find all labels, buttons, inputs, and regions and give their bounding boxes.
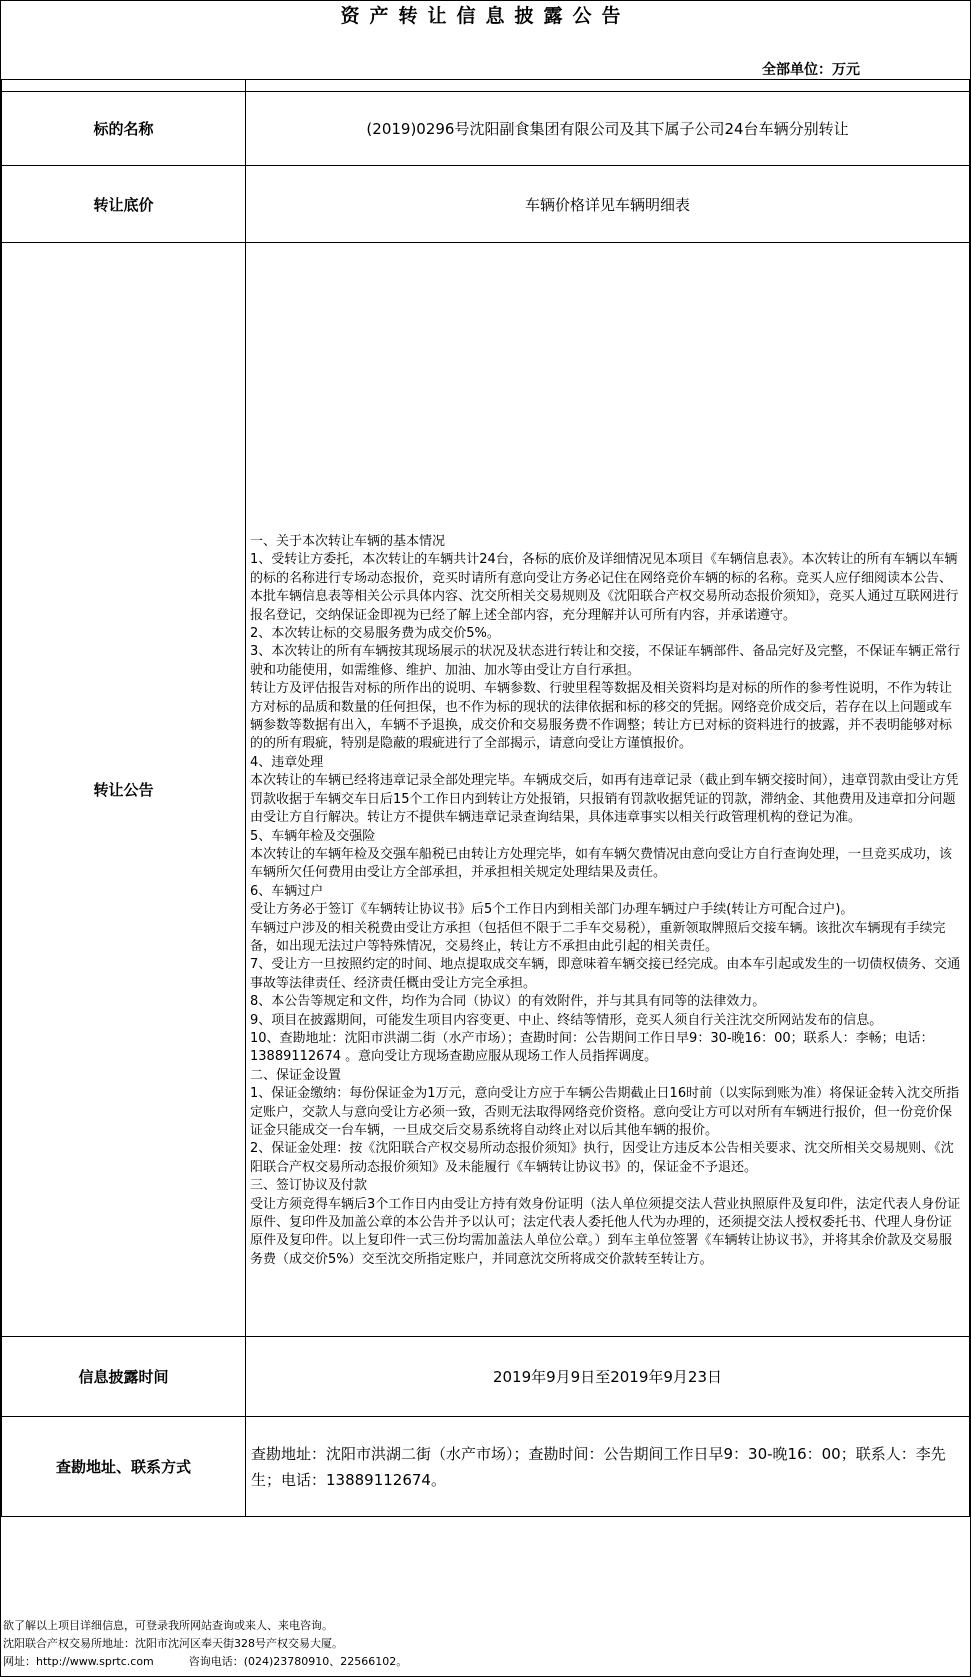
page-title: 资产转让信息披露公告 [340,5,631,27]
notice-paragraph: 3、本次转让的所有车辆按其现场展示的状况及状态进行转让和交接，不保证车辆部件、备品完好及完整，不保证车辆正常行驶和功能使用，如需维修、维护、加油、加水等由受让方自行承担。 [250,644,961,678]
spacer-cell-left [2,80,246,92]
notice-paragraph: 8、本公告等规定和文件，均作为合同（协议）的有效附件，并与其具有同等的法律效力。 [250,994,766,1010]
announcement-body [246,243,970,1337]
notice-paragraph: 1、受转让方委托，本次转让的车辆共计24台，各标的底价及详细情况见本项目《车辆信息表》。本次转让的所有车辆以车辆的标的名称进行专场动态报价，竞买时请所有意向受让方务必记住在网络竞价车辆的标的名称。竞买人应仔细阅读本公告、本批车辆信息表等相关公示具体内容、沈交所相关交易规则及《沈阳联合产权交易所动态报价须知》，竞买人通过互联网进行报名登记，交纳保证金即视为已经了解上述全部内容，充分理解并认可所有内容，并承诺遵守。 [250,552,959,623]
notice-paragraph: 三、签订协议及付款 [250,1178,368,1194]
subject-name-label: 标的名称 [2,92,246,166]
notice-paragraph: 7、受让方一旦按照约定的时间、地点提取成交车辆，即意味着车辆交接已经完成。由本车引起或发生的一切债权债务、交通事故等法律责任、经济责任概由受让方完全承担。 [250,957,961,991]
reserve-price-value: 车辆价格详见车辆明细表 [246,166,970,243]
disclosure-period-value: 2019年9月9日至2019年9月23日 [246,1337,970,1417]
disclosure-period-label: 信息披露时间 [2,1337,246,1417]
notice-paragraph: 5、车辆年检及交强险 [250,828,376,844]
row-reserve-price [2,166,970,243]
row-subject-name [2,92,970,166]
footer-info [3,1617,407,1671]
announcement-label: 转让公告 [2,243,246,1337]
row-survey-contact [2,1417,970,1517]
notice-paragraph: 受让方务必于签订《车辆转让协议书》后5个工作日内到相关部门办理车辆过户手续(转让方可配合过户)。 [250,902,854,918]
footer-line-contact: 网址：http://www.sprtc.com 咨询电话：(024)23780910、22566102。 [3,1655,408,1668]
row-disclosure-period [2,1337,970,1417]
notice-paragraph: 2、本次转让标的交易服务费为成交价5%。 [250,626,500,642]
notice-paragraph: 6、车辆过户 [250,883,324,899]
notice-paragraph: 2、保证金处理：按《沈阳联合产权交易所动态报价须知》执行，因受让方违反本公告相关要求、沈交所相关交易规则、《沈阳联合产权交易所动态报价须知》及未能履行《车辆转让协议书》的，保证金不予退还。 [250,1141,954,1175]
spacer-cell-right [246,80,970,92]
footer-line-inquiry: 欲了解以上项目详细信息，可登录我所网站查询或来人、来电咨询。 [3,1619,333,1632]
footer-line-address: 沈阳联合产权交易所地址：沈阳市沈河区奉天街328号产权交易大厦。 [3,1637,343,1650]
info-table [1,79,970,1517]
reserve-price-label: 转让底价 [2,166,246,243]
unit-label: 全部单位：万元 [762,62,860,78]
notice-paragraph: 4、违章处理 [250,754,324,770]
subject-name-value: (2019)0296号沈阳副食集团有限公司及其下属子公司24台车辆分别转让 [246,92,970,166]
notice-paragraph: 9、项目在披露期间，可能发生项目内容变更、中止、终结等情形，竞买人须自行关注沈交所网站发布的信息。 [250,1012,883,1028]
notice-paragraph: 转让方及评估报告对标的所作出的说明、车辆参数、行驶里程等数据及相关资料均是对标的所作的参考性说明，不作为转让方对标的品质和数量的任何担保，也不作为标的现状的法律依据和标的移交的凭据。网络竞价成交后，若存在以上问题或车辆参数等数据有出入，车辆不予退换，成交价和交易服务费不作调整；转让方已对标的资料进行的披露，并不表明能够对标的的所有瑕疵，特别是隐蔽的瑕疵进行了全部揭示，请意向受让方谨慎报价。 [250,681,953,752]
notice-paragraph: 受让方须竞得车辆后3个工作日内由受让方持有效身份证明（法人单位须提交法人营业执照原件及复印件，法定代表人身份证原件、复印件及加盖公章的本公告并予以认可；法定代表人委托他人代为办理的，还须提交法人授权委托书、代理人身份证原件及复印件。以上复印件一式三份均需加盖法人单位公章。）到车主单位签署《车辆转让协议书》，并将其余价款及交易服务费（成交价5%）交至沈交所指定账户，并同意沈交所将成交价款转至转让方。 [250,1196,961,1267]
notice-paragraph: 1、保证金缴纳：每份保证金为1万元，意向受让方应于车辆公告期截止日16时前（以实际到账为准）将保证金转入沈交所指定账户，交款人与意向受让方必须一致，否则无法取得网络竞价资格。意向受让方可以对所有车辆进行报价，但一份竞价保证金只能成交一台车辆，一旦成交后交易系统将自动终止对以后其他车辆的报价。 [250,1086,960,1138]
survey-contact-value: 查勘地址：沈阳市洪湖二街（水产市场）；查勘时间：公告期间工作日早9：30-晚16：00；联系人：李先生；电话：13889112674。 [246,1417,970,1517]
notice-paragraph: 一、关于本次转让车辆的基本情况 [250,534,446,549]
survey-contact-label: 查勘地址、联系方式 [2,1417,246,1517]
notice-paragraph: 二、保证金设置 [250,1067,342,1083]
notice-paragraph: 车辆过户涉及的相关税费由受让方承担（包括但不限于二手车交易税），重新领取牌照后交接车辆。该批次车辆现有手续完备，如出现无法过户等特殊情况，交易终止，转让方不承担由此引起的相关责任。 [250,920,946,954]
notice-paragraph: 10、查勘地址：沈阳市洪湖二街（水产市场）；查勘时间：公告期间工作日早9：30-晚16：00；联系人：李畅；电话： 13889112674 。意向受让方现场查勘应服从现场工作人员指挥调度。 [250,1030,938,1065]
header-spacer-row [2,80,970,92]
notice-paragraph: 本次转让的车辆年检及交强车船税已由转让方处理完毕，如有车辆欠费情况由意向受让方自行查询处理，一旦竞买成功，该车辆所欠任何费用由受让方全部承担，并承担相关规定处理结果及责任。 [250,846,953,881]
notice-paragraph: 本次转让的车辆已经将违章记录全部处理完毕。车辆成交后，如再有违章记录（截止到车辆交接时间），违章罚款由受让方凭罚款收据于车辆交车日后15个工作日内到转让方处报销，只报销有罚款收据凭证的罚款，滞纳金、其他费用及违章扣分问题由受让方自行解决。转让方不提供车辆违章记录查询结果，具体违章事实以相关行政管理机构的登记为准。 [250,773,959,826]
row-announcement [2,243,970,1337]
